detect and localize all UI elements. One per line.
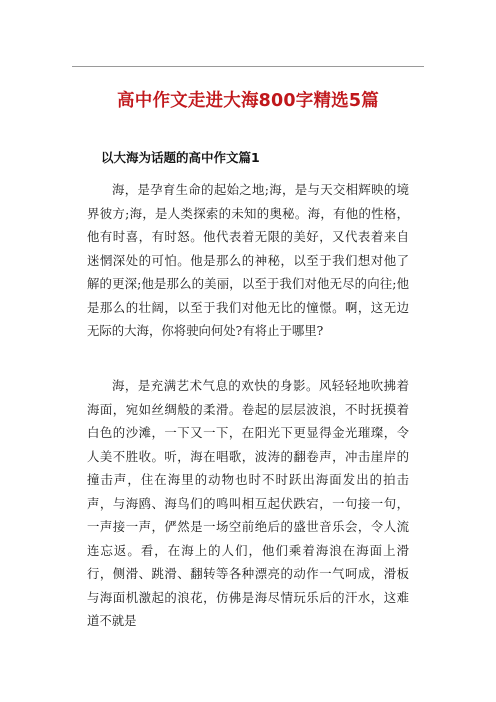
document-title: 高中作文走进大海800字精选5篇 [117,91,379,111]
paragraph-1: 海，是孕育生命的起始之地;海，是与天交相辉映的境界彼方;海，是人类探索的未知的奥秘。海，有他的性格，他有时喜，有时怒。他代表着无限的美好，又代表着来自迷惘深处的可怕。他是那么的神秘，以至于我们想对他了解的更深;他是那么的美丽，以至于我们对他无尽的向往;他是那么的壮阔，以至于我们对他无比的憧憬。啊，这无边无际的大海，你将驶向何处?有将止于哪里? [87,182,409,338]
paragraph-2: 海，是充满艺术气息的欢快的身影。风轻轻地吹拂着海面，宛如丝绸般的柔滑。卷起的层层波浪，不时抚摸着白色的沙滩，一下又一下，在阳光下更显得金光璀璨，令人美不胜收。听，海在唱歌，波涛的翻卷声，冲击崖岸的撞击声，住在海里的动物也时不时跃出海面发出的拍击声，与海鸥、海鸟们的鸣叫相互起伏跌宕，一句接一句，一声接一声，俨然是一场空前绝后的盛世音乐会，令人流连忘返。看，在海上的人们，他们乘着海浪在海面上滑行，侧滑、跳滑、翻转等各种漂亮的动作一气呵成，滑板与海面机激起的浪花，仿佛是海尽情玩乐后的汗水，这难道不就是 [87,378,409,628]
section-heading: 以大海为话题的高中作文篇1 [101,150,260,165]
header-rule [72,66,424,67]
